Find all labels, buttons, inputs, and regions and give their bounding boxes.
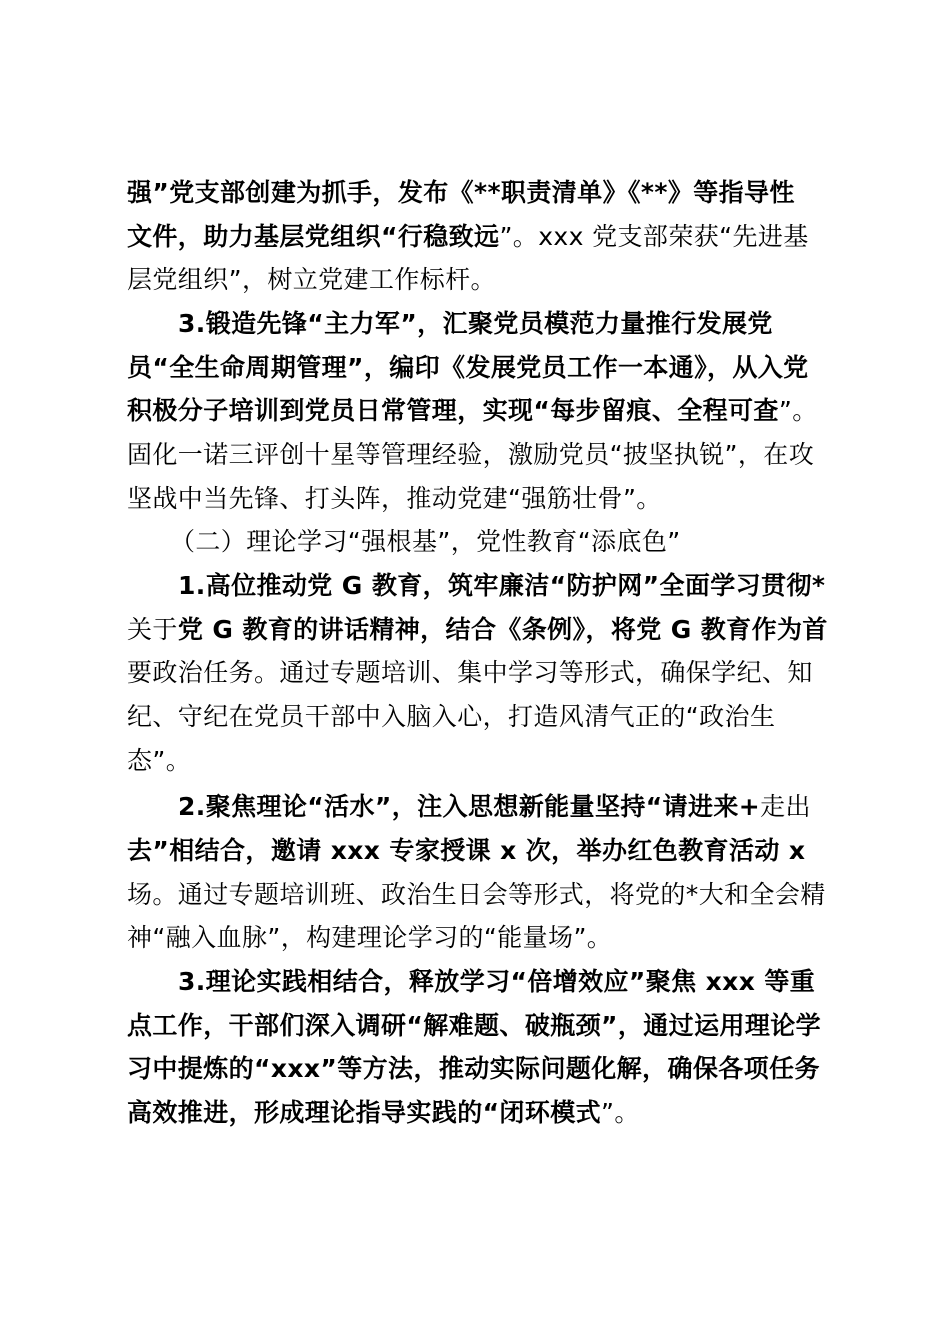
text-line bbox=[127, 396, 818, 426]
text-line bbox=[127, 702, 775, 732]
text-line bbox=[127, 1054, 820, 1084]
text-line bbox=[127, 880, 826, 910]
text-run: ”。 bbox=[778, 396, 818, 425]
text-line bbox=[127, 923, 612, 953]
text-run: ”。 bbox=[601, 1098, 640, 1127]
text-run: 高效推进，形成理论指导实践的“闭环模式 bbox=[127, 1098, 602, 1127]
text-line bbox=[127, 615, 828, 645]
text-line bbox=[127, 1098, 640, 1128]
text-run: 文件，助力基层党组织“行稳致远 bbox=[127, 222, 500, 251]
text-run: （二）理论学习“强根基”，党性教育“添底色” bbox=[170, 527, 681, 556]
text-line bbox=[127, 265, 496, 295]
text-run: 关于 bbox=[127, 615, 178, 644]
text-line bbox=[127, 178, 795, 208]
text-run: 习中提炼的“xxx”等方法，推动实际问题化解，确保各项任务 bbox=[127, 1054, 820, 1083]
text-run: 强”党支部创建为抓手，发布《**职责清单》《**》等指导性 bbox=[127, 178, 795, 207]
text-run: 态”。 bbox=[127, 746, 192, 775]
text-run: 积极分子培训到党员日常管理，实现“每步留痕、全程可查 bbox=[127, 396, 779, 425]
paragraph-heading bbox=[178, 792, 811, 822]
text-run: 3.锻造先锋“主力军”，汇聚党员模范力量推行发展党 bbox=[178, 309, 773, 338]
text-run: 纪、守纪在党员干部中入脑入心，打造风清气正的“政治生 bbox=[127, 702, 776, 731]
text-line bbox=[127, 836, 805, 866]
text-line bbox=[127, 440, 814, 470]
text-run: 神“融入血脉”，构建理论学习的“能量场”。 bbox=[127, 923, 613, 952]
text-run: 3.理论实践相结合，释放学习“倍增效应”聚焦 xxx 等重 bbox=[178, 967, 816, 996]
text-run: 去”相结合，邀请 xxx 专家授课 x 次，举办红色教育活动 x bbox=[127, 836, 806, 865]
text-run: 1.高位推动党 G 教育，筑牢廉洁“防护网”全面学习贯彻* bbox=[178, 571, 826, 600]
text-line bbox=[127, 353, 809, 383]
paragraph-heading bbox=[178, 967, 815, 997]
text-run: 坚战中当先锋、打头阵，推动党建“强筋壮骨”。 bbox=[127, 484, 662, 513]
text-run: 场。通过专题培训班、政治生日会等形式，将党的*大和全会精 bbox=[127, 880, 826, 909]
text-line bbox=[127, 484, 662, 514]
text-run: 员“全生命周期管理”，编印《发展党员工作一本通》，从入党 bbox=[127, 353, 809, 382]
paragraph-heading bbox=[178, 571, 825, 601]
text-run: 党 G 教育的讲话精神，结合《条例》，将党 G 教育作为首 bbox=[177, 615, 828, 644]
text-line bbox=[127, 222, 809, 252]
text-run: ”。xxx 党支部荣获“先进基 bbox=[499, 222, 809, 251]
paragraph-heading bbox=[178, 309, 773, 339]
text-run: 点工作，干部们深入调研“解难题、破瓶颈”，通过运用理论学 bbox=[127, 1011, 822, 1040]
text-run: 要政治任务。通过专题培训、集中学习等形式，确保学纪、知 bbox=[127, 658, 813, 687]
text-run: 2.聚焦理论“活水”，注入思想新能量坚持“请进来+ bbox=[178, 792, 761, 821]
text-line bbox=[127, 658, 813, 688]
text-run: 固化一诺三评创十星等管理经验，激励党员“披坚执锐”，在攻 bbox=[127, 440, 815, 469]
text-line bbox=[127, 1011, 821, 1041]
text-run: 层党组织”，树立党建工作标杆。 bbox=[127, 265, 496, 294]
text-run: 走出 bbox=[760, 792, 811, 821]
section-heading bbox=[170, 527, 681, 557]
text-line bbox=[127, 746, 191, 776]
